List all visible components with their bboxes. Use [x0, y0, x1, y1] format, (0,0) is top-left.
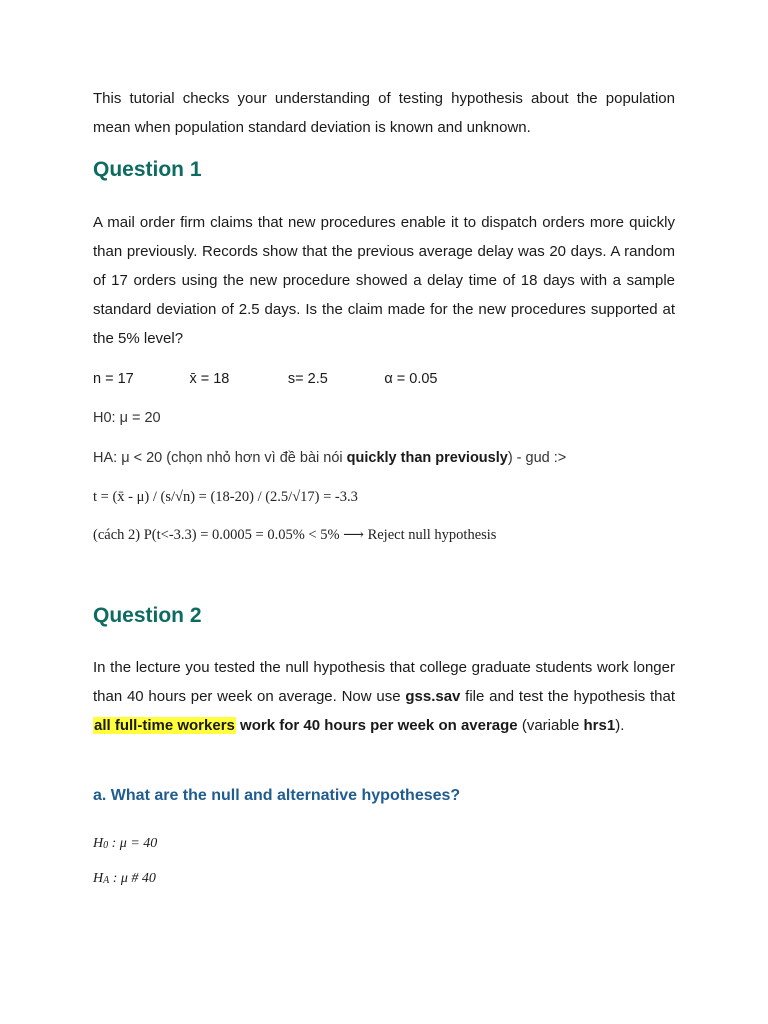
- question-1-t-statistic: t = (x̄ - μ) / (s/√n) = (18-20) / (2.5/√17) = -3.3: [93, 489, 358, 505]
- ha-bold: quickly than previously: [346, 450, 508, 466]
- value-n: n = 17: [93, 371, 134, 387]
- q2-body-part-2: file and test the hypothesis that: [460, 688, 676, 705]
- question-2-h0: [93, 836, 675, 852]
- h0-subscript: 0: [103, 840, 109, 851]
- value-s: s= 2.5: [287, 371, 328, 387]
- question-2-body: [93, 653, 675, 740]
- ha-rest: : μ # 40: [109, 871, 156, 886]
- ha-prefix: HA: μ < 20 (chọn nhỏ hơn vì đề bài nói: [93, 450, 347, 466]
- ha-label: H: [93, 871, 104, 886]
- q2-body-part-4: (variable: [517, 717, 584, 734]
- q2-variable: hrs1: [583, 717, 616, 734]
- question-2a-subheading: a. What are the null and alternative hypotheses?: [93, 787, 461, 804]
- question-1-h0: H0: μ = 20: [93, 410, 161, 426]
- question-2-heading: Question 2: [93, 604, 202, 627]
- question-2-ha: [93, 871, 675, 887]
- question-1-values: [93, 370, 675, 388]
- q2-file-name: gss.sav: [405, 688, 461, 705]
- value-alpha: α = 0.05: [384, 371, 438, 387]
- intro-paragraph: This tutorial checks your understanding of testing hypothesis about the population mean when population standard deviation is known and unknown.: [93, 90, 675, 136]
- ha-suffix: ) - gud :>: [507, 450, 567, 466]
- value-xbar: x̄ = 18: [189, 371, 230, 387]
- q2-body-part-5: ).: [615, 717, 625, 734]
- q2-body-part-1: In the lecture you tested the null hypothesis that college graduate students work longer than 40 hours per week on average. Now use: [93, 659, 675, 705]
- question-1-ha: [93, 450, 675, 466]
- h0-rest: : μ = 40: [108, 836, 158, 851]
- q2-bold-tail: work for 40 hours per week on average: [240, 717, 518, 734]
- question-1-heading: Question 1: [93, 158, 202, 181]
- ha-subscript: A: [103, 875, 110, 886]
- question-1-p-value: (cách 2) P(t<-3.3) = 0.0005 = 0.05% < 5% ⟶ Reject null hypothesis: [93, 527, 497, 543]
- h0-label: H: [93, 836, 104, 851]
- question-1-body: A mail order firm claims that new procedures enable it to dispatch orders more quickly than previously. Records show that the previous average delay was 20 days. A random of 17 orders using the new procedure showed a delay time of 18 days with a sample standard deviation of 2.5 days. Is the claim made for the new procedures supported at the 5% level?: [93, 214, 675, 347]
- q2-highlight: all full-time workers: [94, 717, 235, 734]
